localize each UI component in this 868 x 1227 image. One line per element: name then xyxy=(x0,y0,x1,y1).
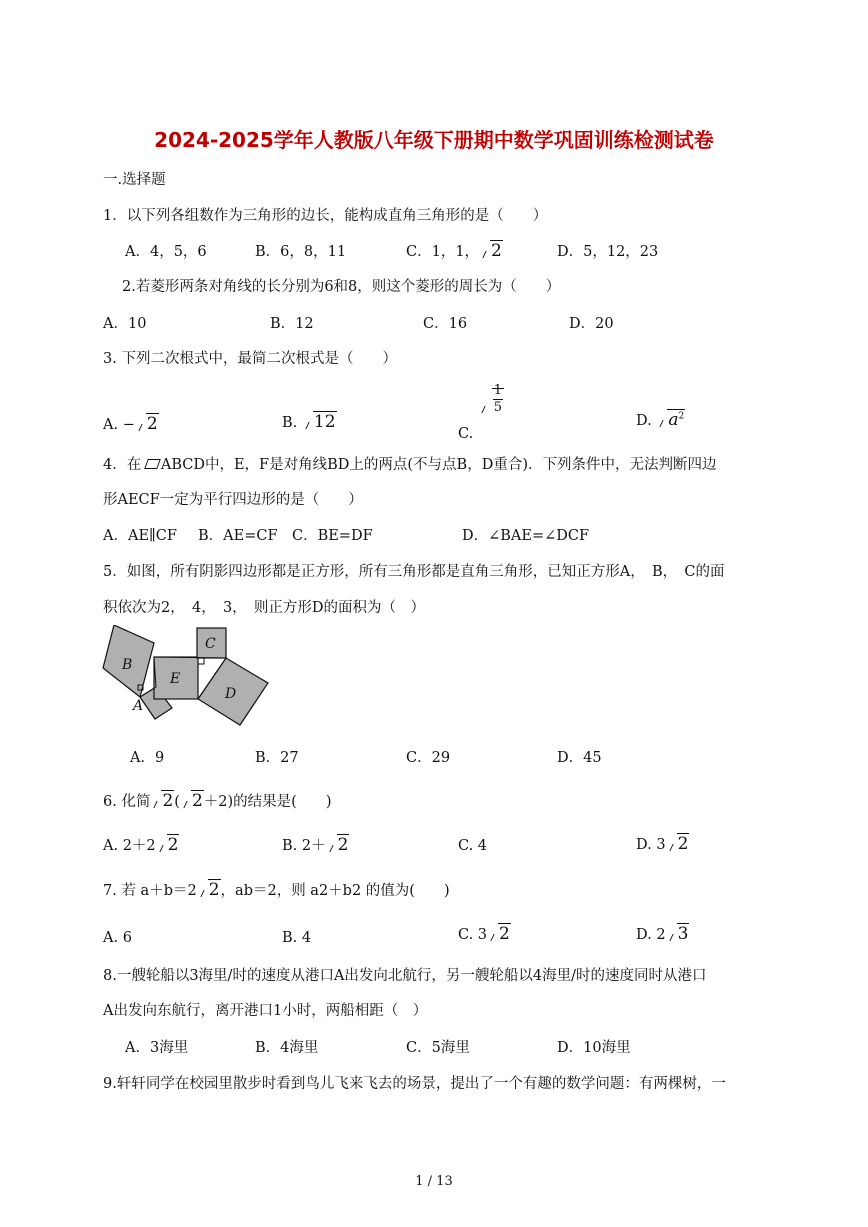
q4-option-a: A．AE∥CF xyxy=(103,528,177,544)
question-6-stem: 6. 化简 2( 2＋2)的结果是( ) xyxy=(103,791,332,811)
label-d: D xyxy=(225,686,237,702)
question-1-stem: 1．以下列各组数作为三角形的边长，能构成直角三角形的是（ ） xyxy=(103,208,548,224)
label-a: A xyxy=(133,698,144,714)
q1-option-b: B．6，8，11 xyxy=(255,244,347,260)
question-5-stem: 5．如图，所有阴影四边形都是正方形，所有三角形都是直角三角形，已知正方形A， B， C的面 xyxy=(103,564,725,580)
q6-option-c: C. 4 xyxy=(458,838,488,854)
q8-option-d: D．10海里 xyxy=(557,1040,631,1056)
q2-option-a: A．10 xyxy=(103,316,147,332)
label-e: E xyxy=(170,671,181,687)
parallelogram-icon xyxy=(144,459,161,469)
q1-option-c: C．1，1， 2 xyxy=(406,241,502,261)
q3-option-b: B. 12 xyxy=(282,412,336,432)
q7-option-d: D. 2 3 xyxy=(636,924,689,944)
q6-option-a: A. 2＋2 2 xyxy=(103,835,179,855)
question-5-stem-line2: 积依次为2， 4， 3， 则正方形D的面积为（ ） xyxy=(103,600,426,616)
q6-option-d: D. 3 2 xyxy=(636,834,689,854)
q4-option-d: D．∠BAE=∠DCF xyxy=(462,528,590,544)
q6-option-b: B. 2＋ 2 xyxy=(282,835,349,855)
q7-option-a: A. 6 xyxy=(103,930,132,946)
page-number: 1 / 13 xyxy=(415,1174,453,1189)
q7-option-b: B. 4 xyxy=(282,930,312,946)
q2-option-c: C．16 xyxy=(423,316,468,332)
q8-option-b: B．4海里 xyxy=(255,1040,319,1056)
label-c: C xyxy=(205,636,216,652)
q3-option-c: C. $\frac{1}{5}$ xyxy=(458,383,503,442)
question-8-stem: 8.一艘轮船以3海里/时的速度从港口A出发向北航行，另一艘轮船以4海里/时的速度同时从港口 xyxy=(103,968,707,984)
section-heading: 一.选择题 xyxy=(103,172,166,188)
q2-option-d: D．20 xyxy=(569,316,614,332)
label-b: B xyxy=(122,657,133,673)
question-3-stem: 3. 下列二次根式中，最简二次根式是（ ） xyxy=(103,351,397,367)
q5-option-d: D．45 xyxy=(557,750,602,766)
q2-option-b: B．12 xyxy=(270,316,314,332)
q5-option-a: A．9 xyxy=(130,750,165,766)
page-title: 2024-2025学年人教版八年级下册期中数学巩固训练检测试卷 xyxy=(154,128,714,152)
q1-option-a: A．4，5，6 xyxy=(125,244,207,260)
question-2-stem: 2.若菱形两条对角线的长分别为6和8，则这个菱形的周长为（ ） xyxy=(122,279,561,295)
question-4-stem-line2: 形AECF一定为平行四边形的是（ ） xyxy=(103,492,363,508)
q3-option-a: A. − 2 xyxy=(103,414,158,434)
q3-option-d: D. $a^2$ xyxy=(636,410,685,430)
q4-option-c: C．BE=DF xyxy=(292,528,373,544)
q5-option-c: C．29 xyxy=(406,750,451,766)
q1-option-d: D．5，12，23 xyxy=(557,244,659,260)
q4-option-b: B．AE=CF xyxy=(198,528,278,544)
q7-option-c: C. 3 2 xyxy=(458,924,510,944)
question-7-stem: 7. 若 a＋b＝2 2，ab＝2，则 a2＋b2 的值为( ) xyxy=(103,880,450,900)
question-4-stem: 4．在 ABCD中，E，F是对角线BD上的两点(不与点B，D重合)．下列条件中，无法判断四边 xyxy=(103,457,717,473)
q8-option-a: A．3海里 xyxy=(125,1040,189,1056)
sqrt-symbol: 2 xyxy=(479,241,503,261)
question-9-stem: 9.轩轩同学在校园里散步时看到鸟儿飞来飞去的场景，提出了一个有趣的数学问题：有两棵树，一 xyxy=(103,1076,726,1092)
q8-option-c: C．5海里 xyxy=(406,1040,470,1056)
squares-figure xyxy=(100,625,275,735)
question-8-stem-line2: A出发向东航行，离开港口1小时，两船相距（ ） xyxy=(103,1003,428,1019)
q5-option-b: B．27 xyxy=(255,750,299,766)
